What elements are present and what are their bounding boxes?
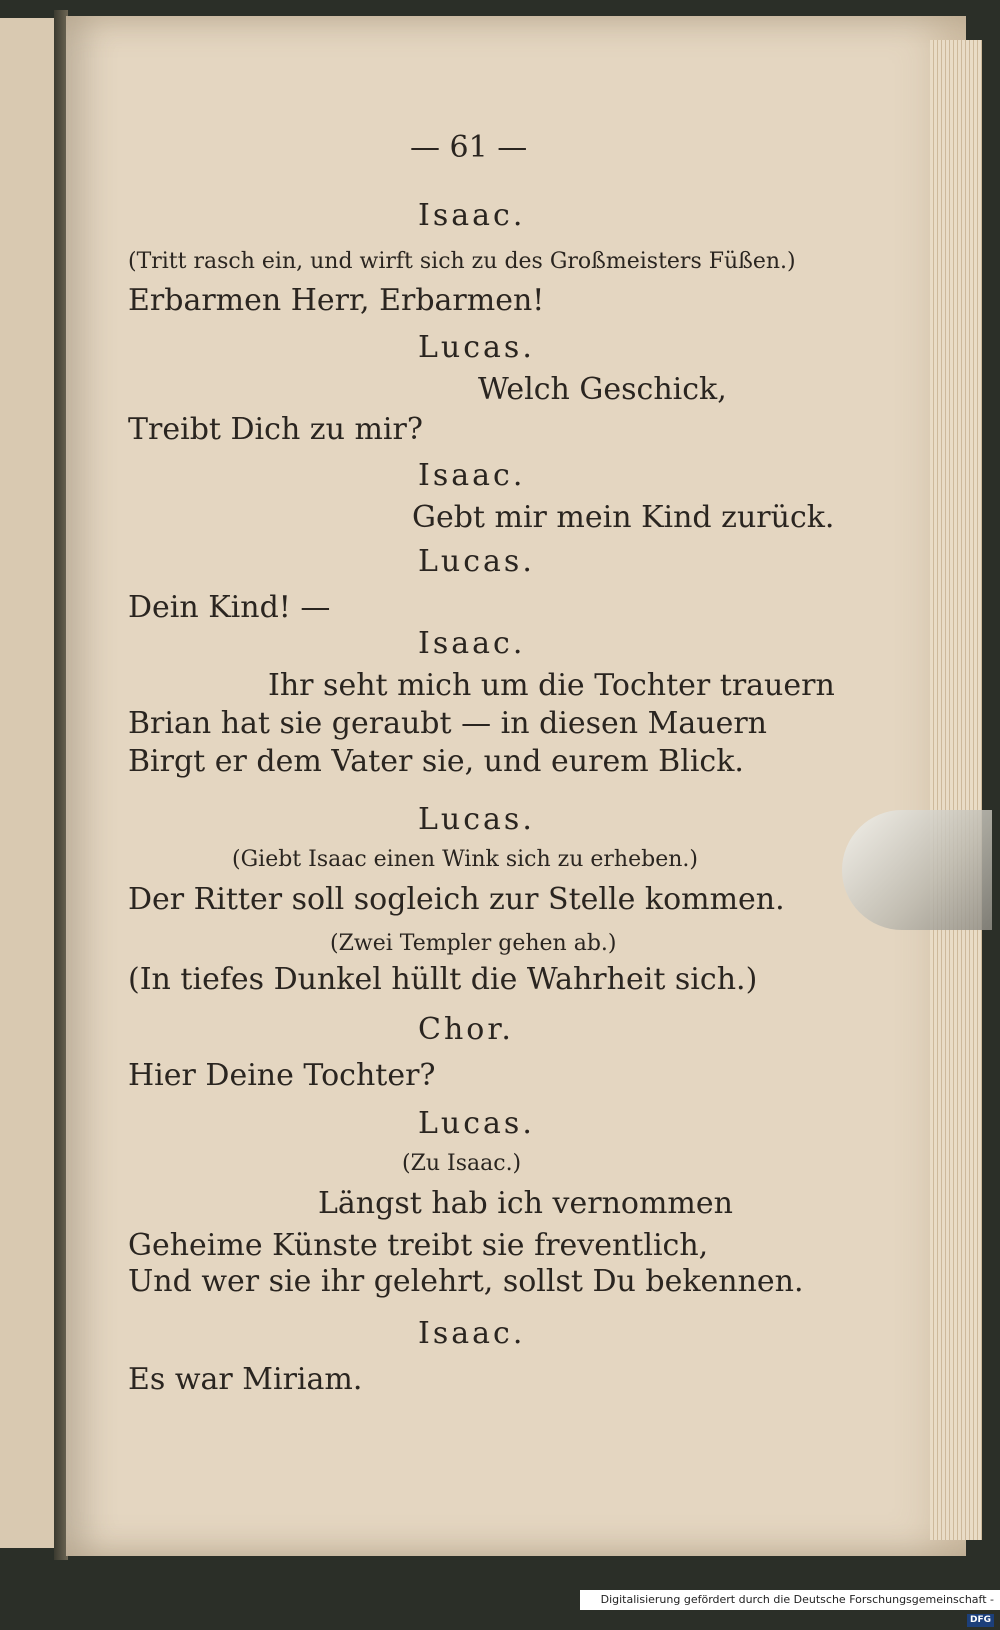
verse-line: (In tiefes Dunkel hüllt die Wahrheit sich.) [128,962,758,997]
speaker-name: Lucas. [418,1106,535,1141]
verse-line: Gebt mir mein Kind zurück. [412,500,835,535]
stage-direction: (Zu Isaac.) [402,1151,522,1176]
verse-line: Und wer sie ihr gelehrt, sollst Du bekennen. [128,1264,804,1299]
page-number: — 61 — [410,130,528,165]
verse-line: Ihr seht mich um die Tochter trauern [268,668,835,703]
speaker-name: Lucas. [418,544,535,579]
speaker-name: Lucas. [418,330,535,365]
speaker-name: Chor. [418,1012,514,1047]
speaker-name: Isaac. [418,1316,526,1351]
verse-line: Es war Miriam. [128,1362,363,1397]
stage-direction: (Giebt Isaac einen Wink sich zu erheben.) [232,847,698,872]
verse-line: Hier Deine Tochter? [128,1058,436,1093]
speaker-name: Lucas. [418,802,535,837]
speaker-name: Isaac. [418,198,526,233]
speaker-name: Isaac. [418,458,526,493]
verse-line: Dein Kind! — [128,590,331,625]
digitization-footer [580,1590,1000,1625]
verse-line: Der Ritter soll sogleich zur Stelle kommen. [128,882,785,917]
verse-line: Geheime Künste treibt sie freventlich, [128,1228,709,1263]
dfg-logo: DFG [967,1614,994,1627]
verse-line: Längst hab ich vernommen [318,1186,733,1221]
verse-line: Welch Geschick, [478,372,727,407]
verse-line: Treibt Dich zu mir? [128,412,423,447]
verse-line: Birgt er dem Vater sie, und eurem Blick. [128,744,744,779]
verse-line: Erbarmen Herr, Erbarmen! [128,283,545,318]
stage-direction: (Zwei Templer gehen ab.) [330,931,617,956]
stage-direction: (Tritt rasch ein, und wirft sich zu des Großmeisters Füßen.) [128,249,796,274]
verse-line: Brian hat sie geraubt — in diesen Mauern [128,706,767,741]
speaker-name: Isaac. [418,626,526,661]
footer-text: Digitalisierung gefördert durch die Deutsche Forschungsgemeinschaft - [600,1593,994,1606]
